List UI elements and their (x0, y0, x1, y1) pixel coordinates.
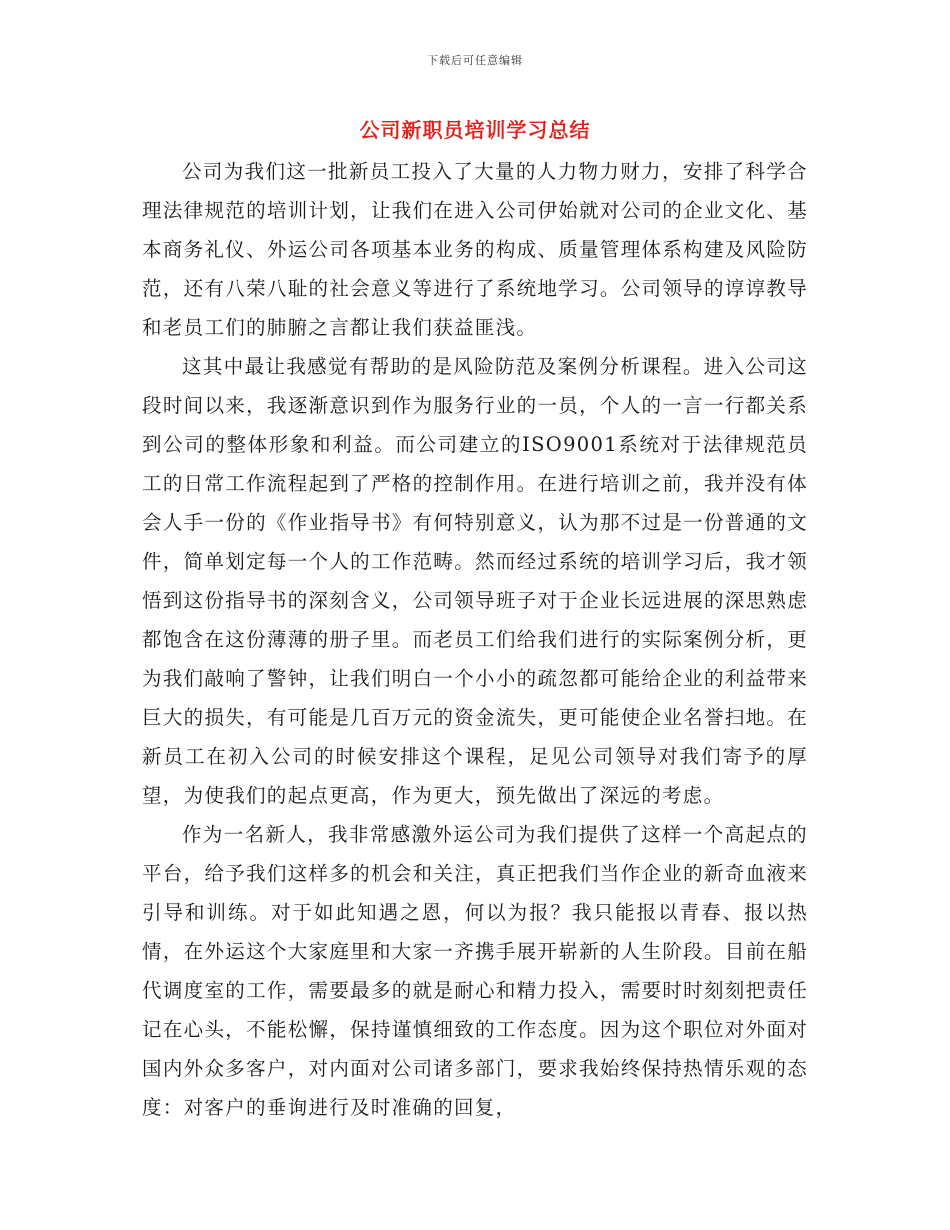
page-header: 下载后可任意编辑 (427, 54, 523, 67)
document-title: 公司新职员培训学习总结 (359, 118, 591, 142)
paragraph-2: 这其中最让我感觉有帮助的是风险防范及案例分析课程。进入公司这段时间以来，我逐渐意识到作为服务行业的一员，个人的一言一行都关系到公司的整体形象和利益。而公司建立的ISO9001系统对于法律规范员工的日常工作流程起到了严格的控制作用。在进行培训之前，我并没有体会人手一份的《作业指导书》有何特别意义，认为那不过是一份普通的文件，简单划定每一个人的工作范畴。然而经过系统的培训学习后，我才领悟到这份指导书的深刻含义，公司领导班子对于企业长远进展的深思熟虑都饱含在这份薄薄的册子里。而老员工们给我们进行的实际案例分析，更为我们敲响了警钟，让我们明白一个小小的疏忽都可能给企业的利益带来巨大的损失，有可能是几百万元的资金流失，更可能使企业名誉扫地。在新员工在初入公司的时候安排这个课程，足见公司领导对我们寄予的厚望，为使我们的起点更高，作为更大，预先做出了深远的考虑。 (142, 355, 808, 807)
paragraph-1: 公司为我们这一批新员工投入了大量的人力物力财力，安排了科学合理法律规范的培训计划，让我们在进入公司伊始就对公司的企业文化、基本商务礼仪、外运公司各项基本业务的构成、质量管理体系构建及风险防范，还有八荣八耻的社会意义等进行了系统地学习。公司领导的谆谆教导和老员工们的肺腑之言都让我们获益匪浅。 (142, 160, 808, 339)
paragraph-3: 作为一名新人，我非常感激外运公司为我们提供了这样一个高起点的平台，给予我们这样多的机会和关注，真正把我们当作企业的新奇血液来引导和训练。对于如此知遇之恩，何以为报？我只能报以青春、报以热情，在外运这个大家庭里和大家一齐携手展开崭新的人生阶段。目前在船代调度室的工作，需要最多的就是耐心和精力投入，需要时时刻刻把责任记在心头，不能松懈，保持谨慎细致的工作态度。因为这个职位对外面对国内外众多客户，对内面对公司诸多部门，要求我始终保持热情乐观的态度：对客户的垂询进行及时准确的回复， (142, 823, 808, 1119)
document-body (142, 152, 808, 1127)
